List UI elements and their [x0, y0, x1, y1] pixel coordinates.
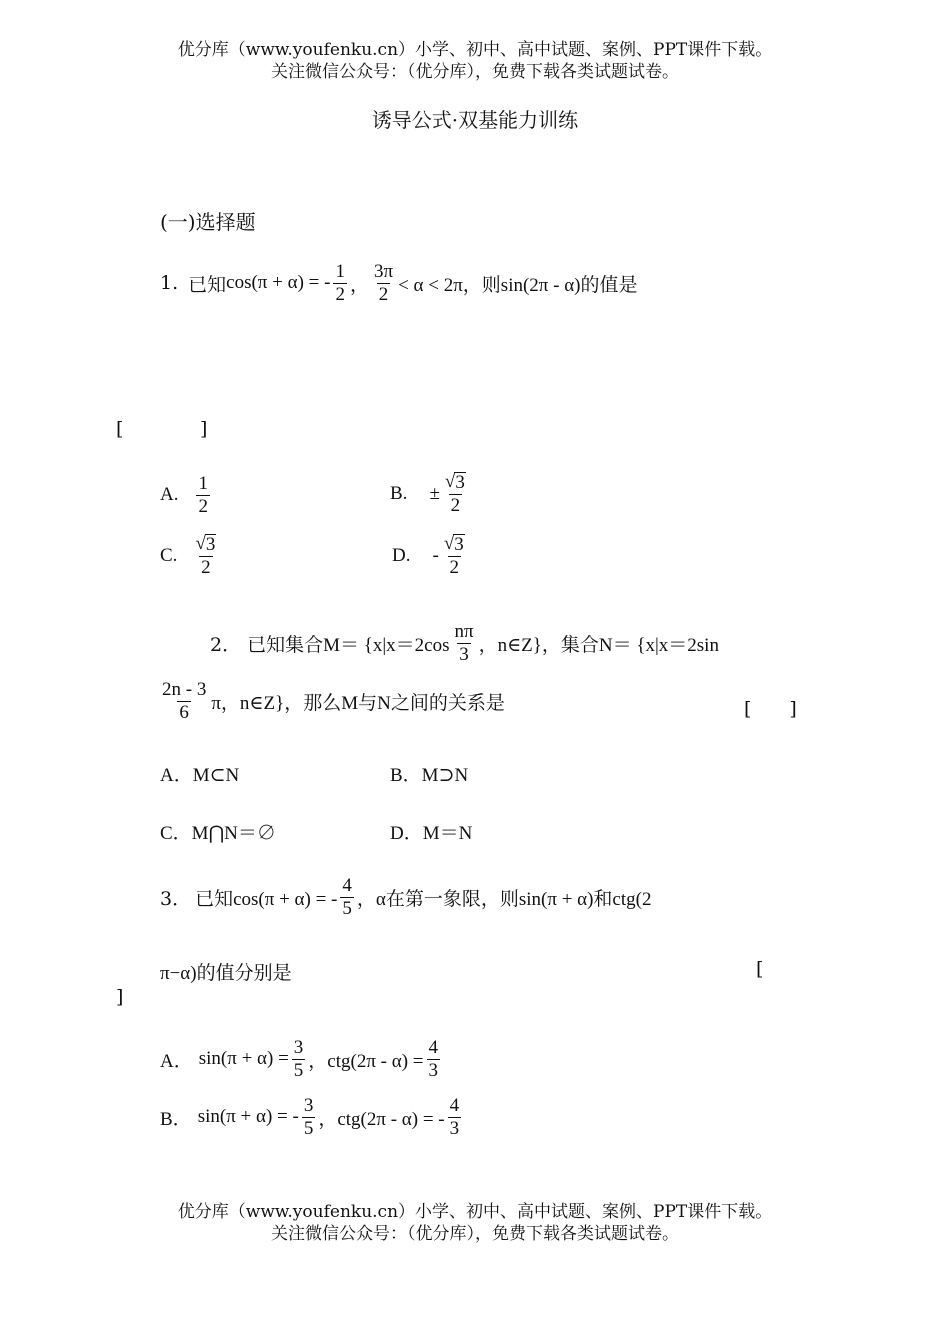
section-heading: (一)选择题: [160, 210, 256, 234]
answer-bracket: [ ]: [744, 698, 797, 720]
question-3-mid: ，α在第一象限，则sin(π + α)和ctg(2: [356, 888, 652, 910]
sqrt-symbol: √ 3: [444, 471, 465, 493]
fraction-denominator: 3: [428, 1059, 439, 1081]
question-3-number: 3．: [160, 887, 192, 910]
question-3-lead: 已知cos(π + α) = -: [195, 888, 338, 910]
question-3-line-2: π−α)的值分别是: [160, 963, 292, 984]
fraction-numerator: 4: [449, 1095, 460, 1116]
fraction-denominator: 3: [459, 643, 469, 665]
radicand: 3: [205, 534, 216, 555]
question-1-lead: 已知: [188, 273, 227, 296]
option-label: A．: [160, 1050, 193, 1072]
option-sign: -: [432, 544, 439, 566]
sqrt-symbol: √ 3: [195, 533, 216, 555]
q2-option-a: A．M⊂N: [160, 765, 240, 786]
header-line-1: 优分库（www.youfenku.cn）小学、初中、高中试题、案例、PPT课件下载。: [177, 40, 773, 60]
fraction-numerator: nπ: [454, 621, 474, 642]
radicand: 3: [454, 534, 464, 555]
footer-line-1: 优分库（www.youfenku.cn）小学、初中、高中试题、案例、PPT课件下载。: [177, 1202, 773, 1222]
question-3: [160, 876, 651, 919]
answer-bracket-open: [: [116, 418, 124, 440]
q1-option-a: [160, 474, 213, 517]
question-2-lead: 已知集合M＝ {x|x＝2cos: [247, 634, 450, 656]
fraction-numerator: 3: [293, 1037, 304, 1058]
option-fraction-2: [448, 1096, 462, 1139]
fraction-denominator: 2: [198, 495, 208, 517]
question-1-cos-expr: cos(π + α) = -: [226, 272, 331, 294]
answer-bracket-close: ]: [200, 418, 208, 440]
question-1-tail: sin(2π - α)的值是: [500, 274, 638, 296]
sqrt-symbol: √ 3: [443, 533, 464, 555]
page-title: 诱导公式·双基能力训练: [371, 108, 579, 132]
q2-option-c: C．M⋂N＝∅: [160, 823, 276, 844]
question-2: [210, 622, 719, 665]
question-2-number: 2．: [210, 633, 242, 656]
question-1-comma: ，: [349, 273, 369, 296]
option-sign: ±: [429, 482, 440, 504]
q1-option-b: [390, 472, 471, 516]
question-1-number: 1.: [160, 272, 179, 295]
option-expr-2: ，ctg(2π - α) = -: [318, 1108, 445, 1130]
answer-bracket-open: [: [756, 958, 764, 980]
option-fraction: [443, 472, 468, 516]
fraction-denominator: 5: [303, 1117, 314, 1139]
option-fraction-1: [292, 1038, 306, 1081]
question-2-tail: π，n∈Z}，那么M与N之间的关系是: [211, 692, 505, 714]
header-line-2: 关注微信公众号：（优分库），免费下载各类试题试卷。: [271, 62, 679, 82]
fraction-numerator: 3π: [373, 261, 394, 282]
radicand: 3: [455, 472, 465, 493]
fraction-denominator: 2: [335, 283, 345, 305]
q2-option-d: D．M＝N: [390, 823, 473, 844]
fraction-denominator: 2: [449, 556, 460, 578]
option-label: B．: [160, 1108, 192, 1130]
option-fraction-1: [302, 1096, 316, 1139]
fraction-numerator: 4: [342, 875, 352, 896]
fraction-denominator: 6: [179, 701, 189, 723]
option-fraction: [196, 474, 210, 517]
fraction-one-half: [333, 262, 347, 305]
fraction-denominator: 5: [293, 1059, 304, 1081]
q3-option-b: [160, 1096, 464, 1139]
fraction-2n-minus-3-over-6: [160, 680, 208, 723]
fraction-denominator: 2: [450, 494, 461, 516]
fraction-numerator: 1: [335, 261, 345, 282]
fraction-denominator: 2: [378, 283, 389, 305]
question-1-range: < α < 2π，则: [398, 274, 501, 296]
option-fraction: [193, 534, 218, 578]
q2-option-b: B．M⊃N: [390, 765, 469, 786]
fraction-three-pi-half: [372, 262, 395, 305]
option-expr-1: sin(π + α) =: [198, 1048, 289, 1070]
option-fraction-2: [427, 1038, 441, 1081]
footer-line-2: 关注微信公众号：（优分库），免费下载各类试题试卷。: [271, 1224, 679, 1244]
fraction-numerator: 4: [428, 1037, 439, 1058]
fraction-denominator: 2: [201, 556, 211, 578]
fraction-denominator: 3: [449, 1117, 460, 1139]
q1-option-d: [392, 534, 470, 578]
fraction-numerator: 3: [303, 1095, 314, 1116]
question-2-line-2: [160, 680, 505, 723]
fraction-denominator: 5: [342, 897, 352, 919]
fraction-n-pi-third: [453, 622, 476, 665]
option-expr-2: ，ctg(2π - α) =: [308, 1050, 424, 1072]
option-label: B.: [390, 482, 408, 504]
answer-bracket-close: ]: [116, 986, 124, 1008]
option-expr-1: sin(π + α) = -: [197, 1106, 299, 1128]
option-fraction: [442, 534, 467, 578]
option-label: D.: [392, 544, 411, 566]
fraction-four-fifths: [340, 876, 354, 919]
fraction-numerator: 2n - 3: [162, 679, 207, 700]
question-2-mid: ，n∈Z}，集合N＝ {x|x＝2sin: [478, 634, 719, 656]
q1-option-c: [160, 534, 221, 578]
fraction-numerator: 1: [198, 473, 208, 494]
option-label: C.: [160, 544, 178, 566]
option-label: A.: [160, 484, 179, 506]
q3-option-a: [160, 1038, 443, 1081]
question-1: [160, 262, 638, 305]
